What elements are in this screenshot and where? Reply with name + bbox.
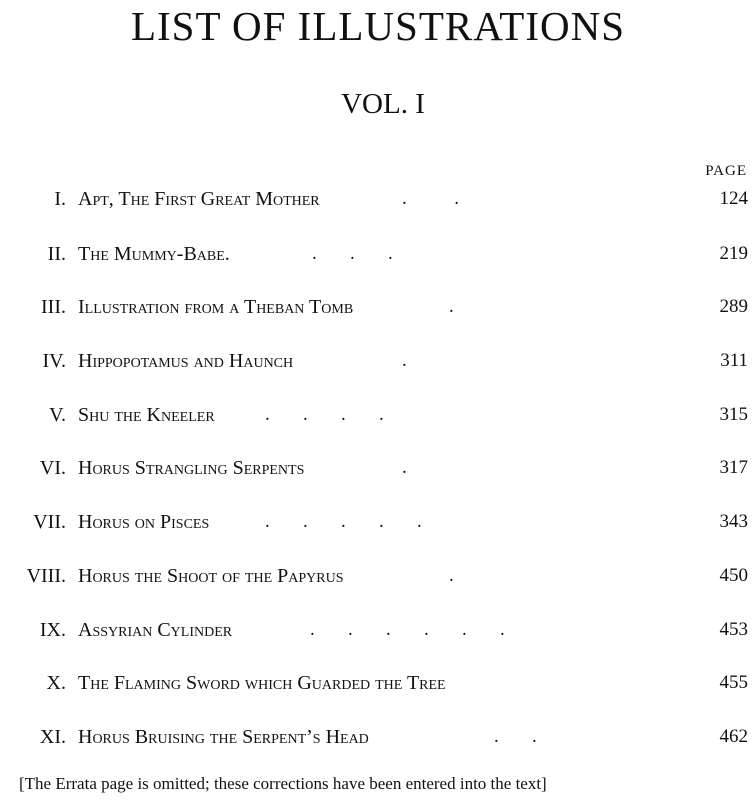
leader-dots: . [402,457,407,478]
entry-caption: Apt, The First Great Mother [78,188,320,210]
leader-dots: . [402,350,407,371]
entry-page-number: 455 [719,672,748,693]
entry-caption: Horus Bruising the Serpent’s Head [78,726,369,748]
illustration-entry [0,722,756,752]
entry-numeral: VI. [39,457,66,479]
illustration-entry [0,507,756,537]
leader-dots: . . . . [265,404,384,425]
entry-caption: Horus Strangling Serpents [78,457,305,479]
entry-numeral: VIII. [26,565,66,587]
entry-numeral: V. [49,404,66,426]
illustration-entry [0,346,756,376]
entry-caption: Assyrian Cylinder [78,619,233,641]
entry-numeral: XI. [39,726,66,748]
leader-dots: . . . . . [265,511,422,532]
entry-page-number: 450 [719,565,748,586]
entry-caption: Hippopotamus and Haunch [78,350,294,372]
page-column-header: PAGE [705,163,747,179]
entry-page-number: 462 [719,726,748,747]
errata-note: [The Errata page is omitted; these corrections have been entered into the text] [19,774,547,793]
entry-numeral: IV. [42,350,66,372]
entry-numeral: II. [47,243,66,265]
illustration-entry [0,184,756,214]
entry-numeral: I. [54,188,66,210]
illustration-entry [0,453,756,483]
entry-caption: Horus on Pisces [78,511,210,533]
entry-caption: The Flaming Sword which Guarded the Tree [78,672,446,694]
leader-dots: . . . [312,243,393,264]
entry-numeral: IX. [39,619,66,641]
entry-page-number: 317 [719,457,748,478]
entry-page-number: 343 [719,511,748,532]
entry-page-number: 289 [719,296,748,317]
illustration-entry [0,400,756,430]
volume-heading: VOL. I [341,88,425,120]
illustration-entry [0,292,756,322]
leader-dots: . [449,565,454,586]
illustration-entry [0,561,756,591]
entry-caption: Illustration from a Theban Tomb [78,296,354,318]
illustration-entry [0,668,756,698]
page-title: LIST OF ILLUSTRATIONS [130,3,626,49]
entry-page-number: 311 [720,350,748,371]
leader-dots: . . [494,726,537,747]
entry-caption: Shu the Kneeler [78,404,215,426]
leader-dots: . [449,296,454,317]
entry-caption: Horus the Shoot of the Papyrus [78,565,344,587]
illustration-entry [0,615,756,645]
illustration-entry [0,239,756,269]
entry-numeral: X. [46,672,66,694]
entry-numeral: III. [41,296,66,318]
entry-page-number: 219 [719,243,748,264]
entry-caption: The Mummy-Babe. [78,243,230,265]
entry-page-number: 124 [719,188,748,209]
entry-page-number: 315 [719,404,748,425]
entry-page-number: 453 [719,619,748,640]
leader-dots: . . [402,188,459,209]
leader-dots: . . . . . . [310,619,505,640]
entry-numeral: VII. [33,511,66,533]
